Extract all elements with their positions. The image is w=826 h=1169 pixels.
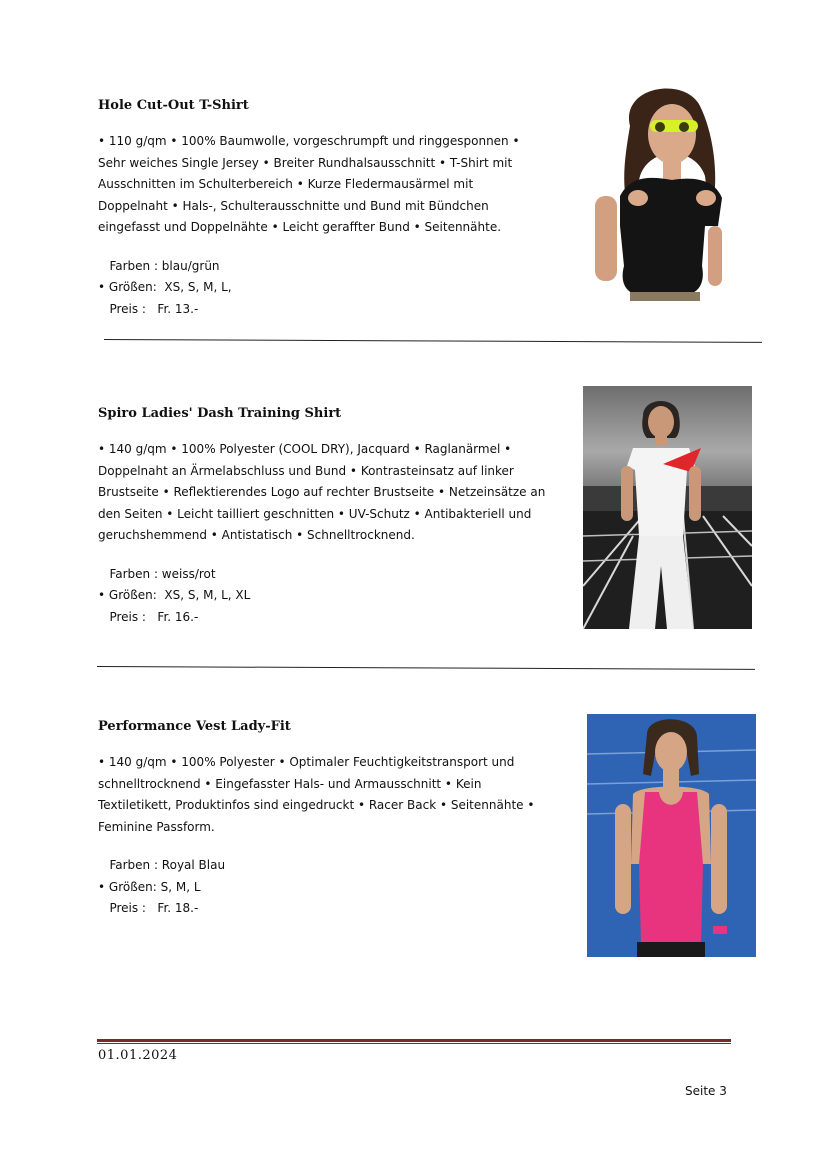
product-sizes: • Größen: XS, S, M, L, xyxy=(98,280,232,295)
page-number: Seite 3 xyxy=(685,1084,727,1098)
product-title: Spiro Ladies' Dash Training Shirt xyxy=(98,406,342,421)
desc-line: Brustseite • Reflektierendes Logo auf rechter Brustseite • Netzeinsätze an xyxy=(98,485,546,500)
desc-line: Ausschnitten im Schulterbereich • Kurze Fledermausärmel mit xyxy=(98,177,474,192)
footer-divider xyxy=(97,1039,731,1045)
product-sizes: • Größen: XS, S, M, L, XL xyxy=(98,588,251,603)
desc-line: • 140 g/qm • 100% Polyester (COOL DRY), Jacquard • Raglanärmel • xyxy=(98,442,512,456)
product-description xyxy=(98,752,568,838)
desc-line: schnelltrocknend • Eingefasster Hals- und Armausschnitt • Kein xyxy=(98,776,482,791)
product-description xyxy=(98,131,568,239)
product-2 xyxy=(98,406,568,628)
desc-line: Doppelnaht an Ärmelabschluss und Bund • Kontrasteinsatz auf linker xyxy=(98,463,514,478)
desc-line: Doppelnaht • Hals-, Schulterausschnitte und Bund mit Bündchen xyxy=(98,198,489,213)
separator-line xyxy=(97,666,755,670)
product-price: Preis : Fr. 13.- xyxy=(98,301,199,316)
product-colors: Farben : blau/grün xyxy=(98,258,220,273)
product-meta xyxy=(98,855,568,920)
product-meta xyxy=(98,564,568,629)
desc-line: eingefasst und Doppelnähte • Leicht geraffter Bund • Seitennähte. xyxy=(98,220,502,235)
footer-date: 01.01.2024 xyxy=(98,1048,178,1063)
product-photo-spiro-dash xyxy=(583,386,752,629)
product-sizes: • Größen: S, M, L xyxy=(98,879,201,894)
desc-line: • 140 g/qm • 100% Polyester • Optimaler Feuchtigkeitstransport und xyxy=(98,755,515,769)
product-1 xyxy=(98,98,568,320)
product-title: Performance Vest Lady-Fit xyxy=(98,719,291,734)
product-photo-hole-cutout xyxy=(590,76,735,301)
desc-line: Sehr weiches Single Jersey • Breiter Rundhalsausschnitt • T-Shirt mit xyxy=(98,155,513,170)
product-colors: Farben : weiss/rot xyxy=(98,566,216,581)
desc-line: Textiletikett, Produktinfos sind eingedruckt • Racer Back • Seitennähte • xyxy=(98,798,535,813)
product-price: Preis : Fr. 16.- xyxy=(98,609,199,624)
product-3 xyxy=(98,719,568,920)
desc-line: Feminine Passform. xyxy=(98,819,215,834)
product-meta xyxy=(98,256,568,321)
desc-line: geruchshemmend • Antistatisch • Schnelltrocknend. xyxy=(98,528,415,543)
product-colors: Farben : Royal Blau xyxy=(98,858,226,873)
product-price: Preis : Fr. 18.- xyxy=(98,901,199,916)
product-photo-performance-vest xyxy=(587,714,756,957)
desc-line: • 110 g/qm • 100% Baumwolle, vorgeschrumpft und ringgesponnen • xyxy=(98,134,520,148)
product-description xyxy=(98,439,568,547)
desc-line: den Seiten • Leicht tailliert geschnitten • UV-Schutz • Antibakteriell und xyxy=(98,506,532,521)
product-title: Hole Cut-Out T-Shirt xyxy=(98,98,249,113)
separator-line xyxy=(104,339,762,343)
